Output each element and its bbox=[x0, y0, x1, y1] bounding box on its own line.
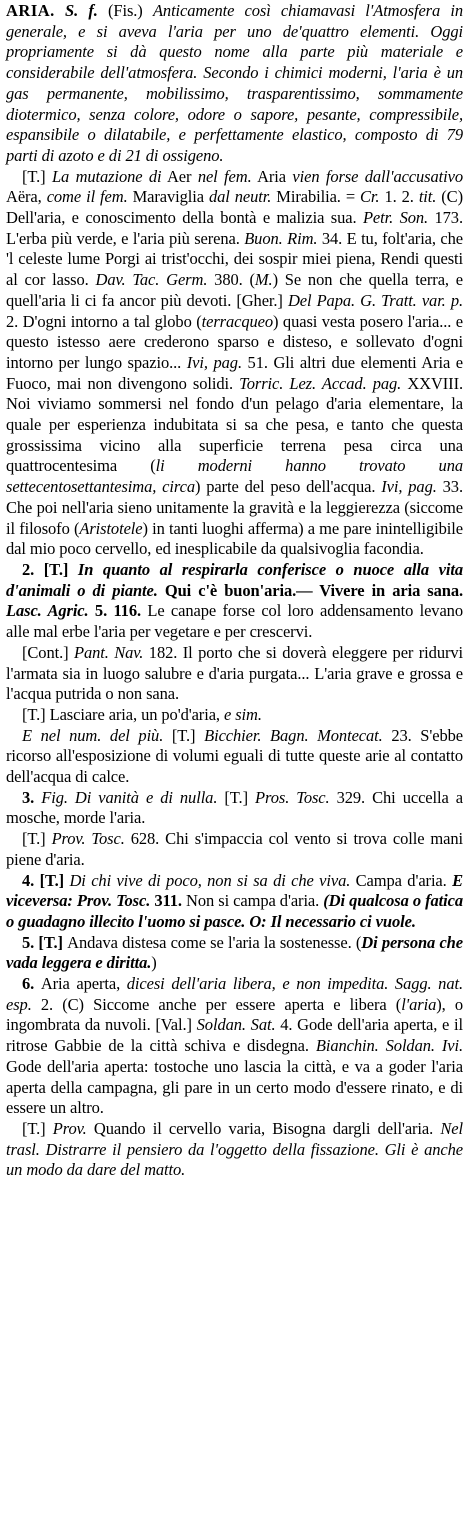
entry-text-segment: vien forse dall'accusativo bbox=[292, 166, 463, 186]
entry-text-segment: ) in tanti luoghi afferma) a me pare inintelligibile dal mio poco cervello, ed inesplicabile da qualsivoglia facondia. bbox=[6, 518, 463, 559]
entry-text-segment: l'aria bbox=[401, 994, 437, 1014]
entry-text-segment: 5. [T.] bbox=[22, 932, 68, 952]
entry-text-segment: Maraviglia bbox=[127, 187, 209, 207]
entry-text-segment: Qui c'è buon'aria.— Vivere in aria sana. bbox=[157, 580, 464, 600]
entry-text-segment: 4. Gode dell'aria aperta, e il ritrose Gabbie de la città schiva e disdegna. bbox=[6, 1015, 463, 1056]
entry-paragraph-headword bbox=[6, 1, 463, 167]
entry-text-segment: M. bbox=[254, 270, 273, 290]
entry-text-segment: 2. (C) Siccome anche per essere aperta e libera ( bbox=[31, 994, 402, 1014]
entry-text-segment: Aer bbox=[161, 166, 198, 186]
entry-text-segment: terracqueo bbox=[201, 311, 274, 331]
entry-text-segment: Andava distesa come se l'aria la sostenesse. ( bbox=[67, 932, 362, 952]
entry-text-segment: Soldan. Sat. bbox=[196, 1015, 276, 1035]
entry-text-segment: [T.] bbox=[22, 1118, 53, 1138]
entry-paragraph-prov-tosc bbox=[6, 829, 463, 870]
entry-text-segment: Di chi vive di poco, non si sa di che viva. bbox=[69, 870, 351, 890]
dictionary-entry-aria bbox=[6, 0, 463, 1181]
entry-text-segment: Aria aperta, bbox=[40, 974, 127, 994]
entry-text-segment: Le canape forse col loro addensamento levano alle mal erbe l'aria per vegetare e per crescervi. bbox=[6, 601, 463, 642]
entry-text-segment: 51. Gli altri due elementi Aria e Fuoco, mai non divengono solidi. bbox=[6, 352, 463, 393]
entry-text-segment: 380. ( bbox=[207, 270, 255, 290]
entry-text-segment: Ivi, pag. bbox=[381, 477, 437, 497]
entry-text-segment: e sim. bbox=[223, 704, 262, 724]
entry-text-segment: La mutazione di bbox=[51, 166, 162, 186]
entry-text-segment: Aristotele bbox=[79, 518, 143, 538]
entry-text-segment: XXVIII. Noi viviamo sommersi nel fondo d'un pelago d'aria elementare, la quale per esperienza indubitata si sa che pesa, e tanto che questa grossissima vicino alla superficie terrena pesa circa una quattrocentesima ( bbox=[6, 373, 463, 476]
entry-text-segment: Bicchier. Bagn. Montecat. bbox=[204, 725, 383, 745]
entry-text-segment: Nel trasl. Distrarre il pensiero da l'oggetto della fissazione. Gli è anche un modo da dare del matto. bbox=[6, 1118, 464, 1180]
entry-paragraph-sense-6 bbox=[6, 974, 463, 1119]
entry-paragraph-cont bbox=[6, 643, 463, 705]
entry-text-segment: 2. D'ogni intorno a tal globo ( bbox=[6, 311, 202, 331]
entry-text-segment: 6. bbox=[22, 974, 41, 994]
entry-text-segment: Dav. Tac. Germ. bbox=[95, 270, 208, 290]
entry-text-segment: 628. Chi s'impaccia col vento si trova colle mani piene d'aria. bbox=[6, 829, 464, 869]
entry-text-segment: 173. L'erba più verde, e l'aria più serena. bbox=[6, 208, 463, 248]
entry-text-segment: 2. [T.] bbox=[22, 559, 78, 579]
entry-text-segment: Pros. Tosc. bbox=[255, 787, 330, 807]
entry-text-segment: 23. S'ebbe ricorso all'esposizione di volumi eguali di tutte queste arie al contatto dell'acqua di calce. bbox=[6, 725, 464, 787]
entry-text-segment: Ivi, pag. bbox=[186, 352, 242, 372]
entry-paragraph-nel-num bbox=[6, 726, 463, 788]
entry-text-segment: ) quasi vesta posero l'aria... e questo istesso aere crederono sparso e disteso, e sollevato d'ogni intorno per lungo spazio... bbox=[6, 311, 463, 372]
entry-text-segment: Campa d'aria. bbox=[350, 870, 453, 890]
entry-text-segment: dal neutr. bbox=[209, 187, 272, 207]
entry-text-segment: [T.] Lasciare aria, un po'd'aria, bbox=[22, 704, 224, 724]
entry-text-segment: (C) Dell'aria, e conoscimento della bontà e malizia sua. bbox=[6, 187, 463, 228]
entry-text-segment: Lasc. Agric. bbox=[6, 601, 89, 621]
entry-paragraph-lasciare bbox=[6, 705, 463, 726]
entry-paragraph-mutazione bbox=[6, 167, 463, 560]
entry-text-segment: Bianchin. Soldan. Ivi. bbox=[315, 1036, 463, 1056]
entry-text-segment: In quanto al respirarla conferisce o nuoce alla vita d'animali o di piante. bbox=[6, 559, 463, 600]
entry-text-segment: Cr. bbox=[360, 187, 380, 207]
entry-paragraph-sense-3 bbox=[6, 788, 463, 829]
entry-text-segment: Aëra, bbox=[6, 187, 47, 207]
entry-text-segment: 5. 116. bbox=[88, 601, 142, 621]
entry-text-segment: Petr. Son. bbox=[362, 208, 429, 228]
entry-text-segment: tit. bbox=[418, 187, 437, 207]
entry-text-segment: Di persona che vada leggera e diritta. bbox=[6, 932, 463, 973]
entry-text-segment: dicesi dell'aria libera, e non impedita. Sagg. nat. esp. bbox=[6, 974, 463, 1014]
entry-text-segment: 33. Che poi nell'aria sieno unitamente la gravità e la leggierezza (siccome il filosofo ( bbox=[6, 477, 463, 538]
entry-text-segment: ), o ingombrata da nuvoli. [Val.] bbox=[6, 994, 463, 1035]
entry-text-segment: Pant. Nav. bbox=[73, 642, 144, 662]
entry-text-segment: 182. Il porto che si doverà eleggere per ridurvi l'armata sia in luogo salubre e d'aria purgata... L'aria grave e grossa e l'acqua putrida o non sana. bbox=[6, 642, 463, 704]
entry-text-segment: 4. [T.] bbox=[22, 870, 70, 890]
entry-text-segment: (Fis.) bbox=[97, 1, 153, 20]
entry-text-segment: nel fem. bbox=[197, 166, 252, 186]
entry-text-segment: Aria bbox=[251, 166, 293, 186]
entry-text-segment: ) parte del peso dell'acqua. bbox=[194, 477, 382, 497]
entry-text-segment: 34. E tu, folt'aria, che 'l celeste lume Porgi ai trist'occhi, dei sospir miei piena, Rendi questi al cor lasso. bbox=[6, 228, 463, 290]
entry-paragraph-sense-5 bbox=[6, 933, 463, 974]
entry-paragraph-sense-2 bbox=[6, 560, 463, 643]
entry-paragraph-prov-cervello bbox=[6, 1119, 463, 1181]
entry-paragraph-sense-4 bbox=[6, 871, 463, 933]
entry-text-segment: [T.] bbox=[217, 787, 256, 807]
entry-text-segment: li moderni hanno trovato una settecentosettantesima, circa bbox=[6, 456, 463, 497]
entry-text-segment: Torric. Lez. Accad. pag. bbox=[239, 373, 402, 393]
entry-text-segment: E nel num. del più. bbox=[22, 725, 164, 745]
entry-text-segment: ) Se non che quella terra, e quell'aria li ci fa ancor più devoti. [Gher.] bbox=[6, 270, 464, 310]
entry-text-segment: 329. Chi uccella a mosche, morde l'aria. bbox=[6, 787, 463, 828]
entry-text-segment: Prov. bbox=[52, 1118, 87, 1138]
entry-text-segment: Fig. Di vanità e di nulla. bbox=[41, 787, 218, 807]
entry-text-segment: Prov. Tosc. bbox=[51, 829, 125, 849]
entry-text-segment: Gode dell'aria aperta: tostoche uno lascia la città, e va a goder l'aria aperta della campagna, gli pare in un certo modo d'essere rinato, e di essere un altro. bbox=[6, 1056, 463, 1118]
entry-text-segment: [T.] bbox=[22, 829, 52, 849]
entry-text-segment: Non si campa d'aria. bbox=[181, 891, 324, 911]
entry-text-segment: S. f. bbox=[54, 1, 98, 20]
entry-text-segment: [T.] bbox=[22, 166, 52, 186]
entry-text-segment: Del Papa. G. Tratt. var. p. bbox=[287, 290, 463, 310]
entry-text-segment: 3. bbox=[22, 787, 42, 807]
entry-text-segment: ) bbox=[151, 953, 157, 973]
entry-text-segment: ARIA. bbox=[6, 1, 55, 20]
entry-text-segment: come il fem. bbox=[46, 187, 128, 207]
entry-text-segment: Buon. Rim. bbox=[244, 228, 318, 248]
entry-text-segment: Anticamente così chiamavasi l'Atmosfera in generale, e si aveva l'aria per uno de'quattro elementi. Oggi propriamente si dà questo nome alla parte più materiale e considerabile dell'atmosfera. Secondo i chimici moderni, l'aria è un gas permanente, mobilissimo, trasparentissimo, sommamente diotermico, senza colore, odore o sapore, pesante, compressibile, espansibile o dilatabile, e perfettamente elastico, composto di 79 parti di azoto e di 21 di ossigeno. bbox=[6, 1, 464, 165]
entry-text-segment: Mirabilia. = bbox=[271, 187, 361, 207]
entry-text-segment: E viceversa: Prov. Tosc. bbox=[6, 870, 463, 911]
entry-text-segment: Quando il cervello varia, Bisogna dargli dell'aria. bbox=[86, 1118, 441, 1138]
entry-text-segment: 1. 2. bbox=[379, 187, 419, 207]
entry-text-segment: [Cont.] bbox=[22, 642, 74, 662]
entry-text-segment: 311. bbox=[150, 891, 182, 911]
entry-text-segment: (Di qualcosa o fatica o guadagno illecito l'uomo si pasce. O: Il necessario ci vuole. bbox=[6, 891, 464, 931]
entry-text-segment: [T.] bbox=[163, 725, 205, 745]
